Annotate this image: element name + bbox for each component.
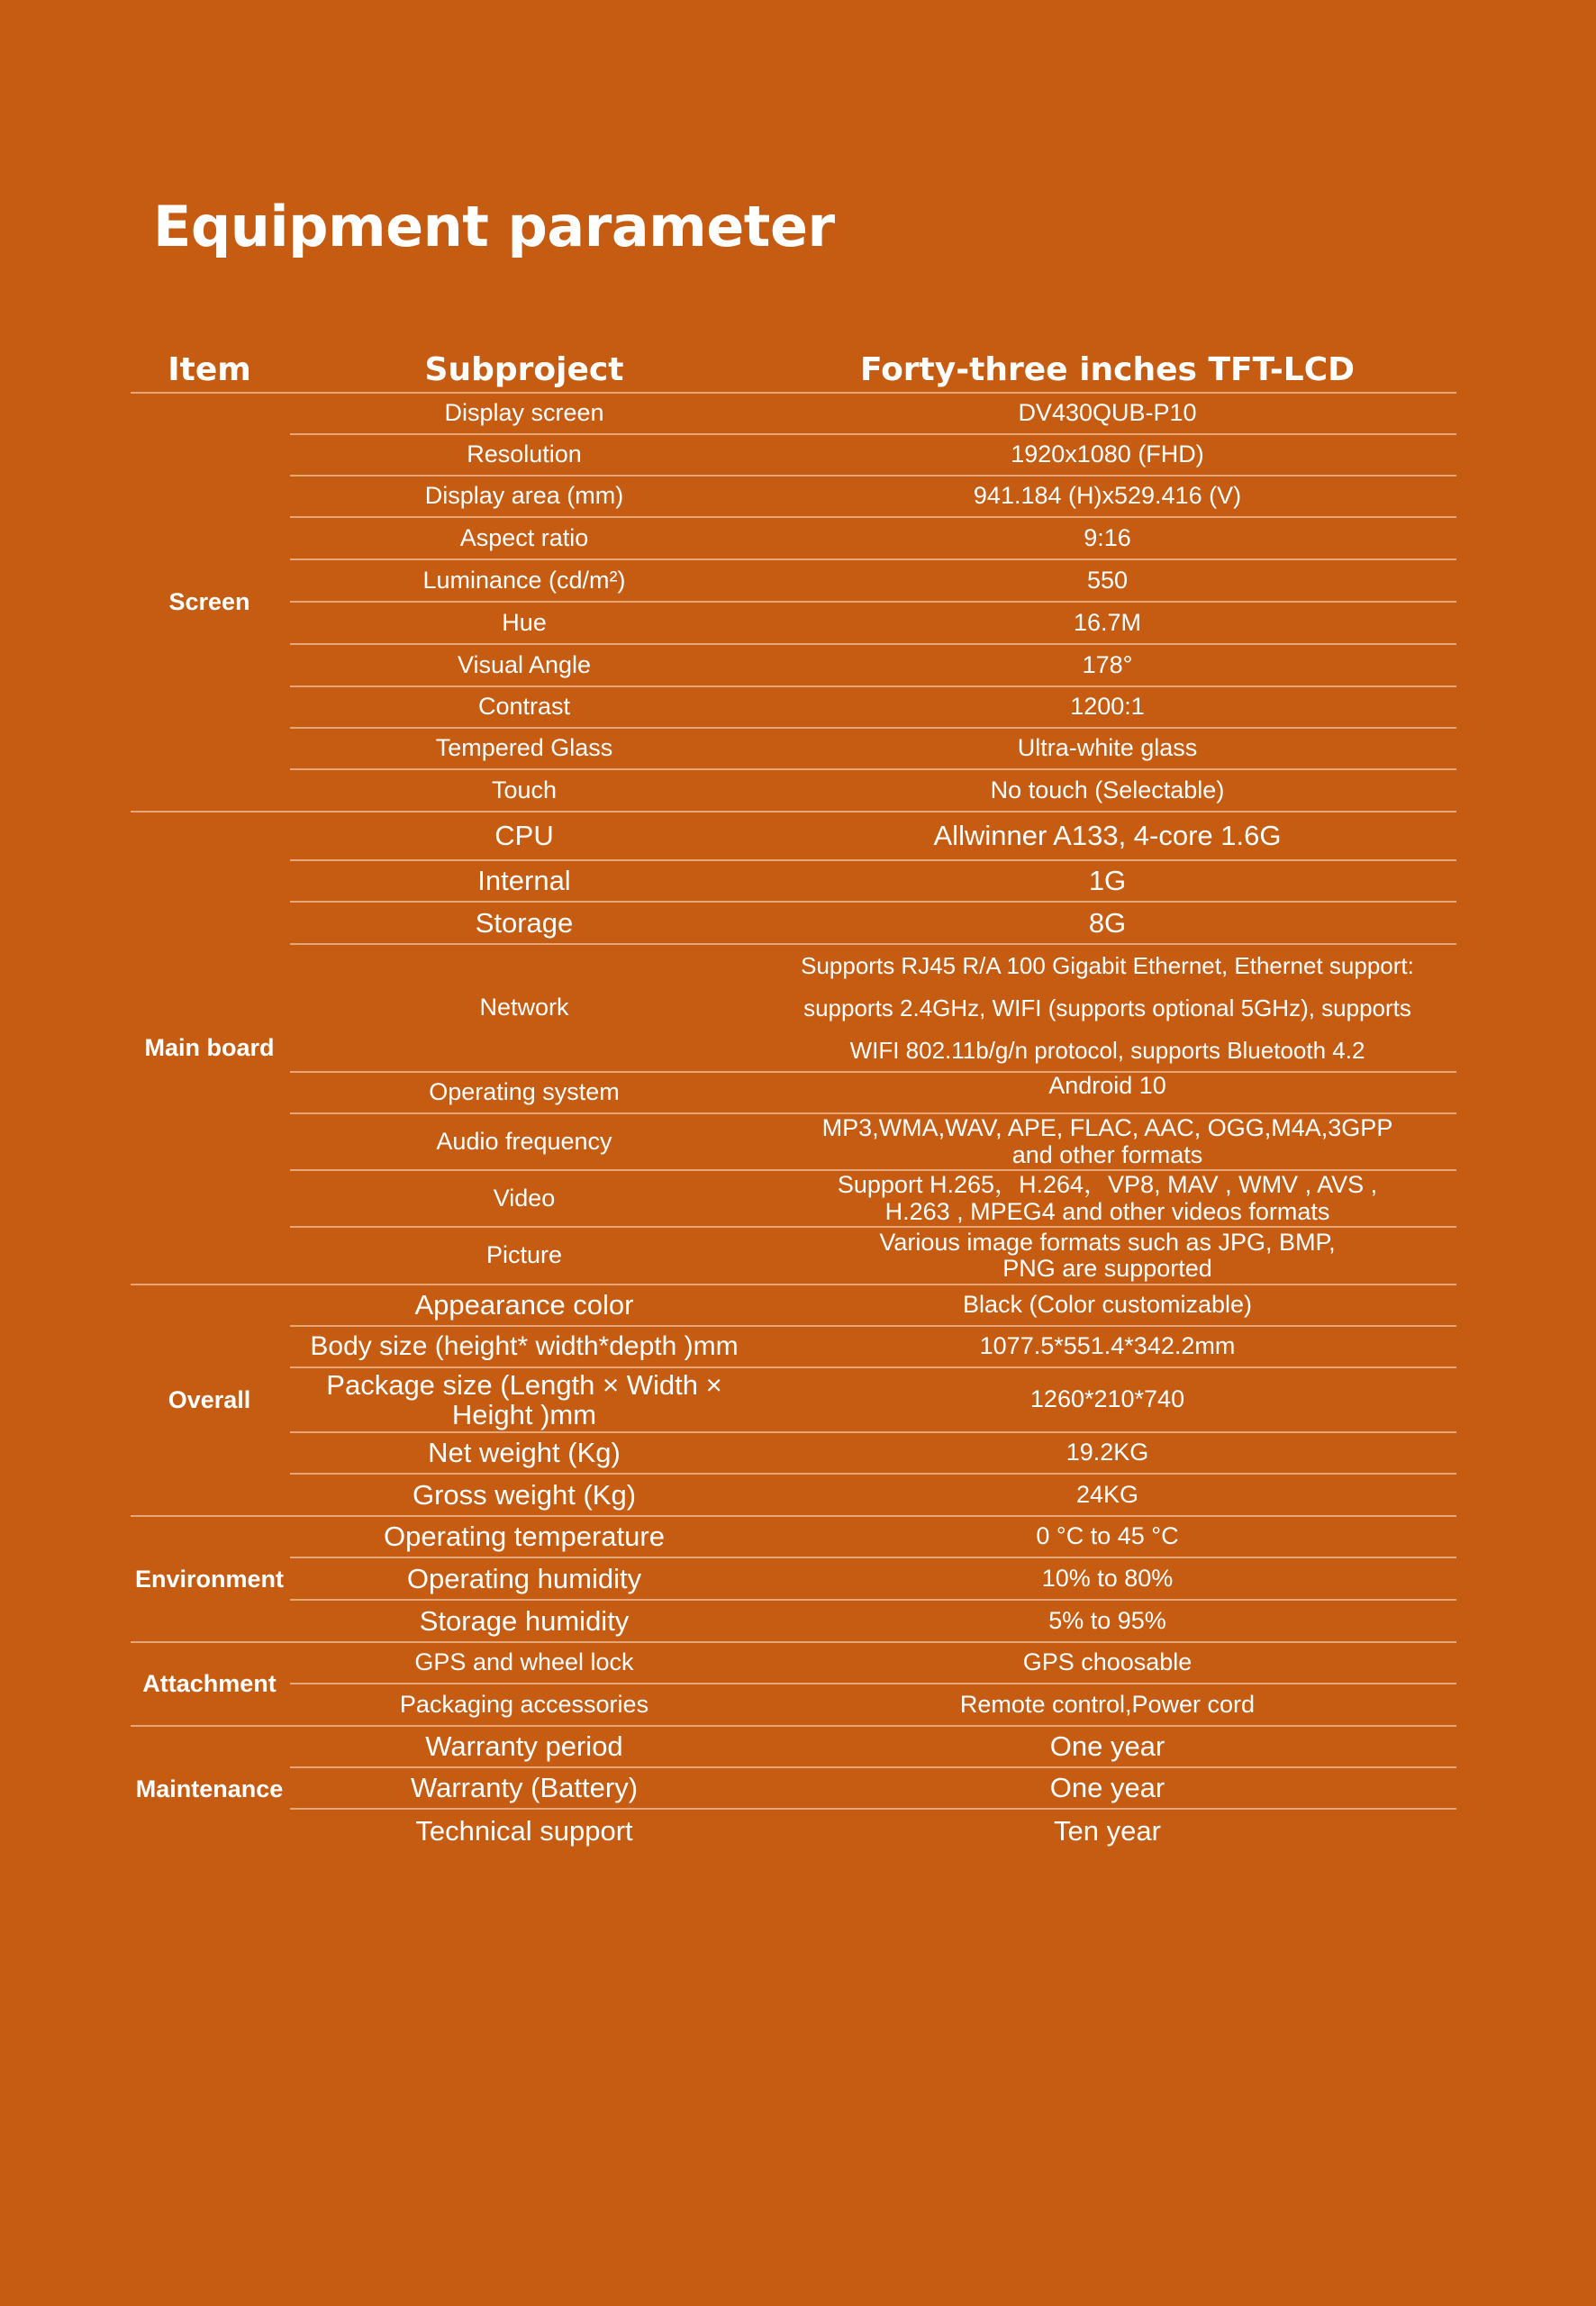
table-row: [290, 1228, 1456, 1284]
table-row: [290, 729, 1456, 768]
category-overall: Overall: [168, 1386, 251, 1413]
row-value: DV430QUB-P10: [1018, 399, 1197, 427]
row-label: Appearance color: [414, 1289, 634, 1321]
row-label: Storage humidity: [419, 1604, 630, 1637]
row-value: Ten year: [1054, 1814, 1161, 1847]
row-value: Various image formats such as JPG, BMP, PNG are supported: [879, 1228, 1336, 1282]
table-row: [290, 1285, 1456, 1325]
table-row: [290, 1768, 1456, 1808]
table-row: [290, 1517, 1456, 1557]
table-row: [290, 1475, 1456, 1515]
row-value: Remote control,Power cord: [959, 1690, 1256, 1718]
table-row: [290, 1433, 1456, 1473]
row-label: Contrast: [477, 693, 571, 721]
row-label: Video: [493, 1184, 556, 1212]
row-value: MP3,WMA,WAV, APE, FLAC, AAC, OGG,M4A,3GPP and other formats: [821, 1114, 1393, 1168]
row-value: 19.2KG: [1066, 1439, 1149, 1466]
row-value: 16.7M: [1073, 608, 1142, 636]
table-row: [290, 1643, 1456, 1683]
page-title: Equipment parameter: [153, 194, 835, 259]
row-value: Support H.265，H.264，VP8, MAV , WMV , AVS , H.263 , MPEG4 and other videos formats: [837, 1171, 1378, 1225]
row-label: Storage: [475, 906, 574, 939]
row-label: Aspect ratio: [459, 523, 589, 551]
table-row: [290, 435, 1456, 475]
row-value: 8G: [1088, 906, 1127, 939]
table-row: [290, 1810, 1456, 1852]
row-label: Hue: [502, 608, 547, 636]
row-label: Body size (height* width*depth )mm: [310, 1330, 739, 1361]
row-label: Operating temperature: [384, 1521, 665, 1553]
table-row: [290, 1558, 1456, 1599]
row-label: Display area (mm): [424, 482, 624, 510]
header-item: Item: [168, 350, 251, 388]
row-label: Picture: [485, 1241, 563, 1269]
row-value: Ultra-white glass: [1017, 734, 1198, 762]
row-value: 10% to 80%: [1041, 1564, 1174, 1592]
row-label: Operating humidity: [406, 1562, 642, 1594]
row-value: 5% to 95%: [1048, 1606, 1166, 1634]
row-value: Black (Color customizable): [962, 1291, 1253, 1319]
category-main-board: Main board: [144, 1034, 275, 1061]
category-attachment: Attachment: [142, 1670, 277, 1697]
header-value: Forty-three inches TFT-LCD: [859, 350, 1356, 388]
row-label: Package size (Length × Width × Height )mm: [326, 1368, 722, 1430]
table-row: [290, 1171, 1456, 1226]
table-row: [290, 1368, 1456, 1431]
row-value: 1200:1: [1070, 693, 1145, 721]
row-label: Touch: [491, 776, 558, 803]
table-row: [290, 1327, 1456, 1366]
row-label: Resolution: [467, 440, 582, 468]
row-value: 550: [1086, 566, 1129, 594]
table-row: [290, 1684, 1456, 1725]
row-label: Internal: [477, 865, 571, 897]
row-label: Operating system: [429, 1078, 620, 1106]
table-row: [290, 645, 1456, 685]
row-label: Tempered Glass: [435, 734, 613, 762]
row-value: 0 °C to 45 °C: [1036, 1522, 1179, 1550]
row-value: One year: [1049, 1730, 1165, 1763]
row-label: Warranty (Battery): [410, 1772, 639, 1804]
table-row: [290, 813, 1456, 859]
row-value: No touch (Selectable): [990, 776, 1225, 803]
table-row: [290, 518, 1456, 558]
table-row: [290, 603, 1456, 643]
row-value: 178°: [1082, 650, 1133, 678]
row-value: Supports RJ45 R/A 100 Gigabit Ethernet, Ethernet support: supports 2.4GHz, WIFI (supports optional 5GHz), supports WIFI 802.11b/g/n protocol, supports Bluetooth 4.2: [801, 951, 1414, 1064]
row-label: Packaging accessories: [399, 1690, 649, 1718]
row-value: 1G: [1088, 865, 1127, 897]
table-row: [290, 1114, 1456, 1169]
category-environment: Environment: [134, 1565, 285, 1593]
row-label: Display screen: [444, 399, 604, 427]
row-label: Warranty period: [425, 1730, 623, 1763]
category-screen: Screen: [168, 588, 250, 615]
table-row: [290, 1073, 1456, 1112]
table-row: [290, 1727, 1456, 1766]
table-row: [290, 560, 1456, 601]
row-value: 1260*210*740: [1029, 1385, 1185, 1413]
row-label: Net weight (Kg): [428, 1437, 621, 1469]
row-value: 24KG: [1075, 1480, 1139, 1508]
row-value: GPS choosable: [1022, 1648, 1192, 1676]
table-row: [290, 394, 1456, 433]
table-row: [290, 1601, 1456, 1641]
row-label: Audio frequency: [436, 1127, 612, 1155]
row-label: Luminance (cd/m²): [422, 566, 626, 594]
row-value: Allwinner A133, 4-core 1.6G: [933, 820, 1282, 852]
row-value: One year: [1049, 1772, 1165, 1804]
row-value: 1920x1080 (FHD): [1011, 440, 1204, 468]
table-row: [290, 770, 1456, 811]
row-value: 9:16: [1084, 523, 1131, 551]
category-maintenance: Maintenance: [135, 1775, 284, 1802]
table-row: [290, 903, 1456, 943]
header-subproject: Subproject: [424, 350, 624, 388]
row-label: Gross weight (Kg): [412, 1478, 637, 1511]
row-label: Technical support: [415, 1814, 633, 1847]
row-label: CPU: [494, 820, 554, 852]
row-label: GPS and wheel lock: [414, 1648, 634, 1676]
row-label: Visual Angle: [457, 650, 592, 678]
row-label: Network: [479, 994, 569, 1021]
table-row: [290, 687, 1456, 727]
table-row: [290, 945, 1456, 1071]
table-row: [290, 477, 1456, 516]
row-value: 941.184 (H)x529.416 (V): [973, 482, 1242, 510]
row-value: 1077.5*551.4*342.2mm: [979, 1332, 1236, 1360]
row-value: Android 10: [1048, 1072, 1166, 1099]
table-row: [290, 861, 1456, 901]
